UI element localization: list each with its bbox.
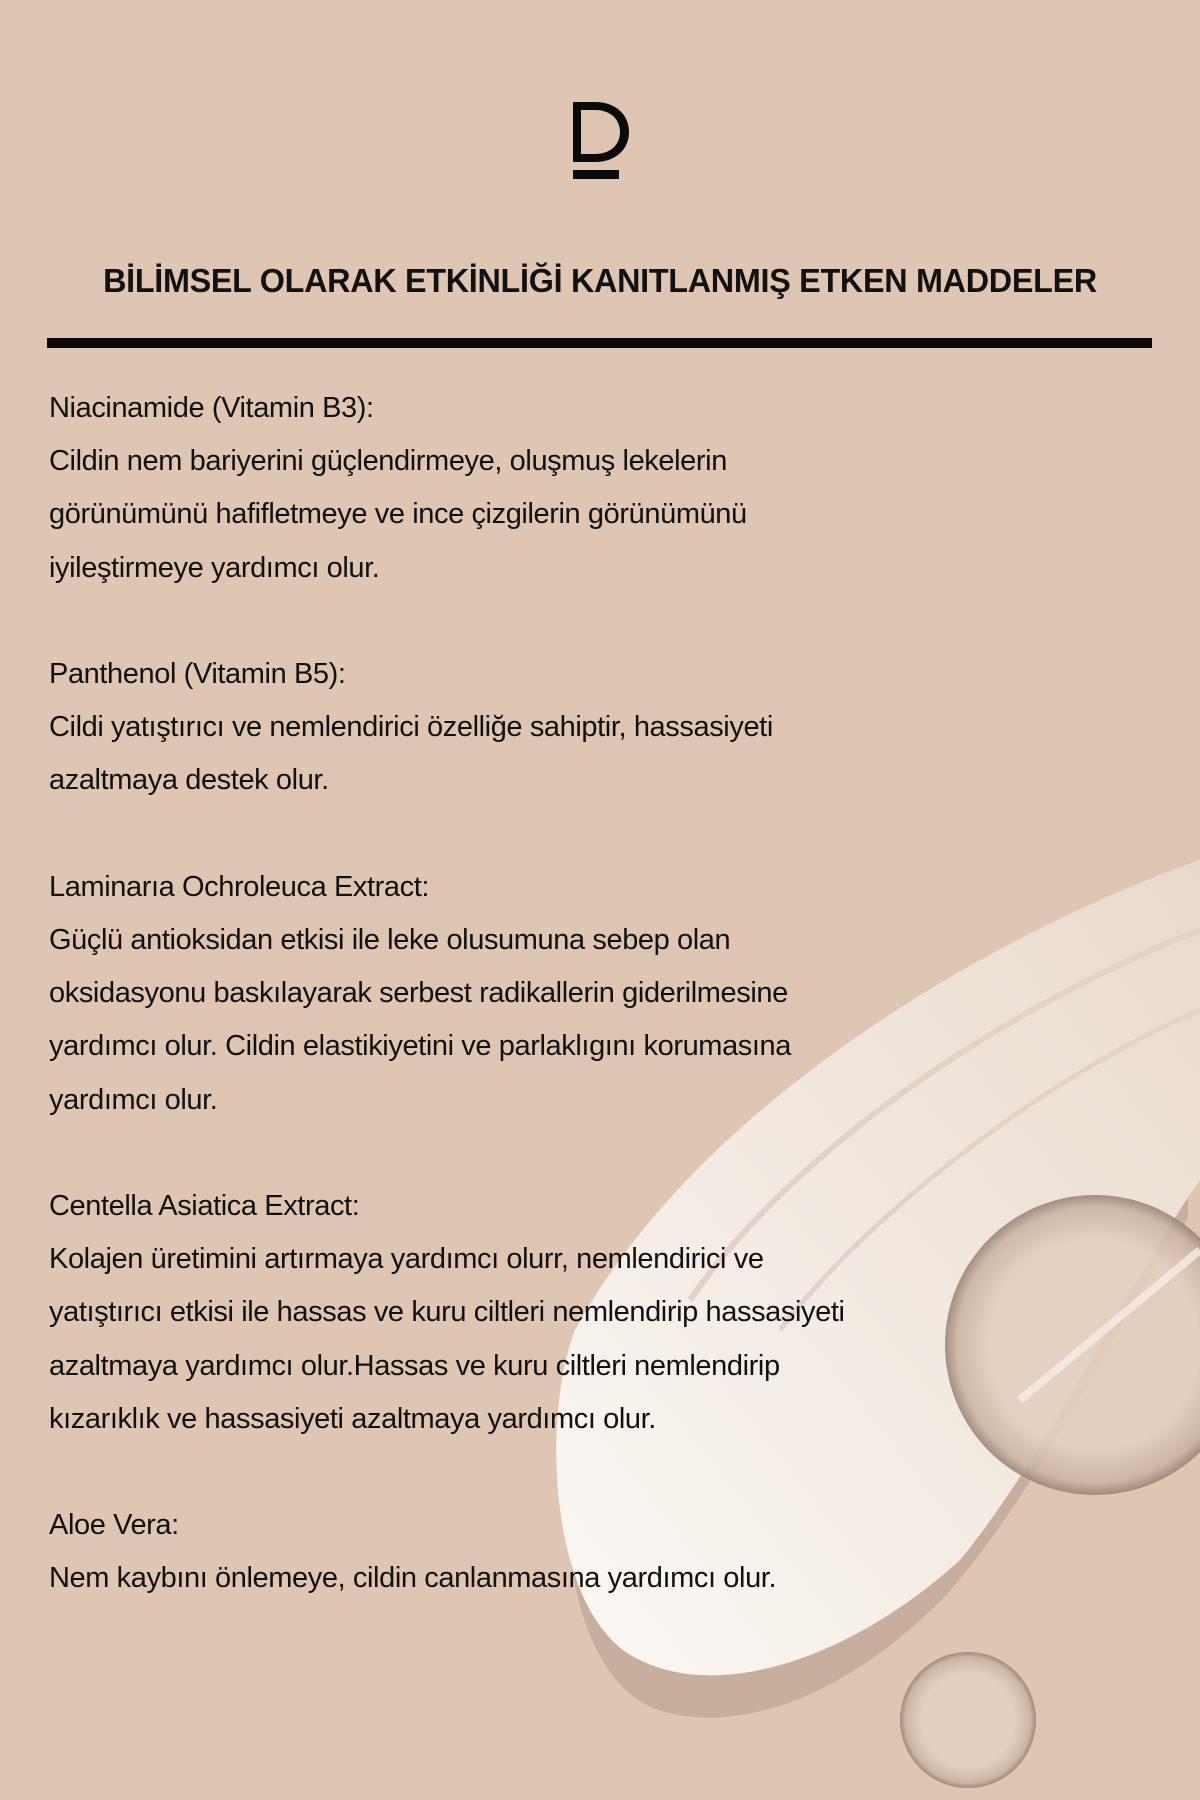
ingredient-name: Laminarıa Ochroleuca Extract: bbox=[49, 870, 430, 903]
page-title: BİLİMSEL OLARAK ETKİNLİĞİ KANITLANMIŞ ETKEN MADDELER bbox=[103, 262, 1097, 299]
ingredient-description-line: yardımcı olur. Cildin elastikiyetini ve parlaklıgını korumasına bbox=[49, 1030, 792, 1063]
ingredient-description-line: Cildin nem bariyerini güçlendirmeye, oluşmuş lekelerin bbox=[49, 445, 727, 478]
ingredient-description-line: Kolajen üretimini artırmaya yardımcı olurr, nemlendirici ve bbox=[49, 1243, 764, 1276]
ingredient-panthenol bbox=[49, 648, 949, 808]
ingredient-name: Panthenol (Vitamin B5): bbox=[49, 658, 346, 690]
title-divider bbox=[47, 338, 1152, 348]
ingredient-list bbox=[49, 382, 949, 1659]
ingredient-aloe-vera bbox=[49, 1499, 949, 1605]
ingredient-description-line: oksidasyonu baskılayarak serbest radikallerin giderilmesine bbox=[49, 977, 788, 1010]
ingredient-description-line: yardımcı olur. bbox=[49, 1083, 218, 1116]
ingredient-description-line: Nem kaybını önlemeye, cildin canlanmasına yardımcı olur. bbox=[49, 1562, 777, 1595]
ingredient-description-line: azaltmaya destek olur. bbox=[49, 764, 329, 797]
ingredient-description-line: azaltmaya yardımcı olur.Hassas ve kuru ciltleri nemlendirip bbox=[49, 1349, 780, 1382]
ingredient-description-line: kızarıklık ve hassasiyeti azaltmaya yardımcı olur. bbox=[49, 1402, 656, 1435]
ingredient-centella bbox=[49, 1180, 949, 1446]
brand-logo bbox=[571, 100, 631, 180]
ingredient-description-line: görünümünü hafifletmeye ve ince çizgilerin görünümünü bbox=[49, 498, 747, 531]
ingredient-name: Niacinamide (Vitamin B3): bbox=[49, 392, 374, 424]
ingredient-description-line: iyileştirmeye yardımcı olur. bbox=[49, 551, 380, 584]
ingredient-niacinamide bbox=[49, 382, 949, 595]
ingredient-description-line: Güçlü antioksidan etkisi ile leke olusumuna sebep olan bbox=[49, 924, 731, 956]
ingredient-name: Centella Asiatica Extract: bbox=[49, 1190, 360, 1222]
ingredient-laminaria bbox=[49, 861, 949, 1127]
ingredient-description-line: yatıştırıcı etkisi ile hassas ve kuru ciltleri nemlendirip hassasiyeti bbox=[49, 1296, 845, 1329]
ingredient-description-line: Cildi yatıştırıcı ve nemlendirici özelliğe sahiptir, hassasiyeti bbox=[49, 711, 773, 744]
ingredient-name: Aloe Vera: bbox=[49, 1509, 179, 1542]
